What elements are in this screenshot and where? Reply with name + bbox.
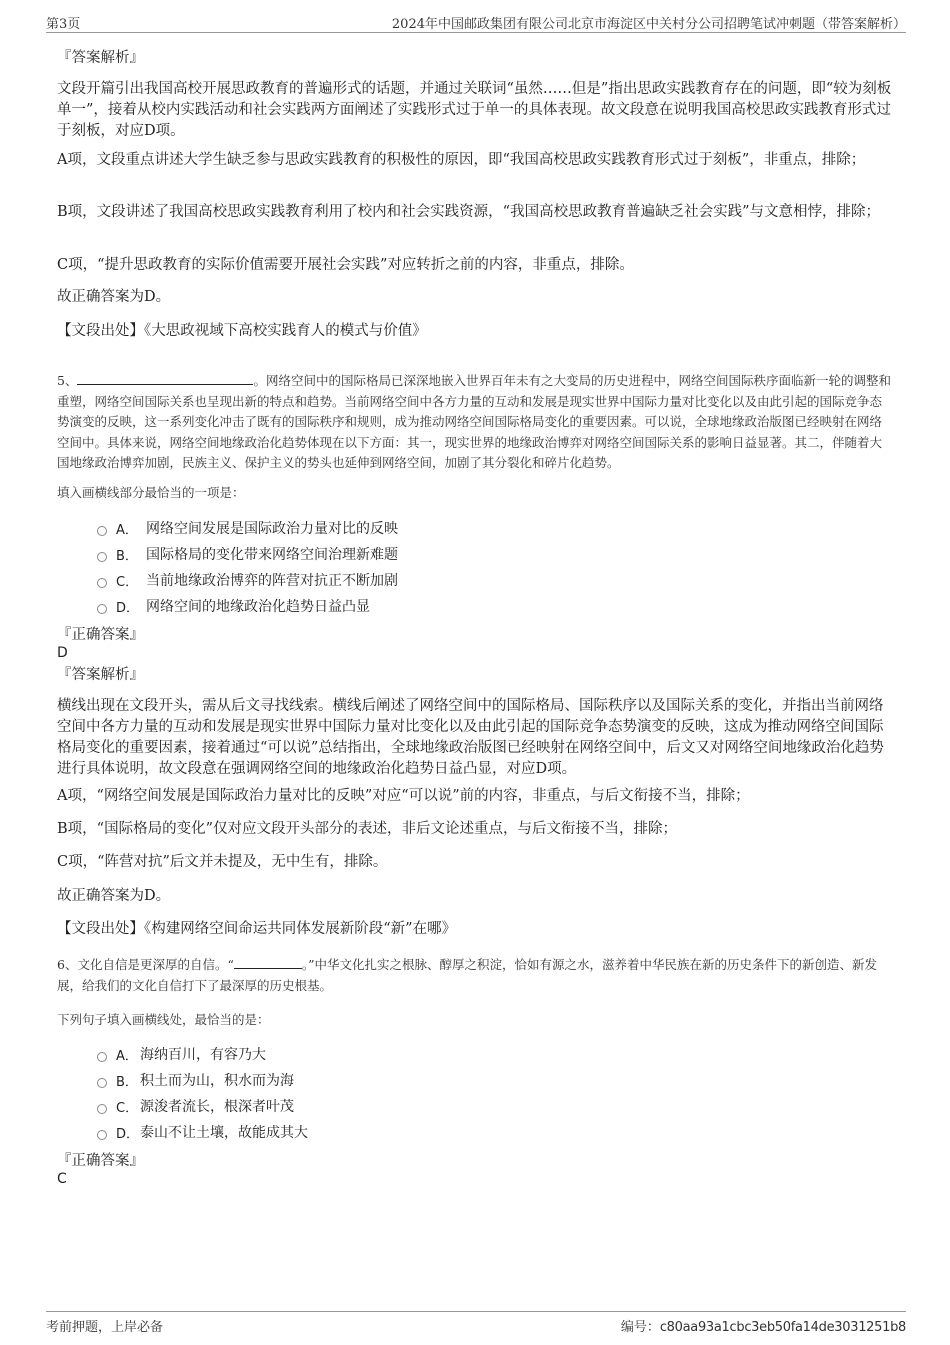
q4-analysis-paragraph: 文段开篇引出我国高校开展思政教育的普遍形式的话题，并通过关联词“虽然……但是”指出思政实践教育存在的问题，即“较为刻板单一”，接着从校内实践活动和社会实践两方面阐述了实践形式过于单一的具体表现。故文段意在说明我国高校思政实践教育形式过于刻板，对应D项。	[57, 81, 892, 139]
q5-blank	[77, 370, 253, 385]
page-footer	[46, 1311, 906, 1334]
radio-icon[interactable]	[97, 1052, 107, 1062]
q6-prompt: 下列句子填入画横线处，最恰当的是：	[57, 1012, 270, 1027]
q6-option-b[interactable]: B． 积土而为山，积水而为海	[97, 1067, 797, 1093]
q5-correct-label: 『正确答案』	[57, 627, 144, 643]
q5-option-d[interactable]: D． 网络空间的地缘政治化趋势日益凸显	[97, 593, 797, 619]
radio-icon[interactable]	[97, 526, 107, 536]
footer-slogan: 考前押题，上岸必备	[46, 1320, 164, 1335]
q6-stem-lead: 6、文化自信是更深厚的自信。“	[57, 957, 234, 972]
q6-stem	[57, 955, 892, 996]
radio-icon[interactable]	[97, 1104, 107, 1114]
radio-icon[interactable]	[97, 1078, 107, 1088]
q5-conclusion: 故正确答案为D。	[57, 888, 171, 904]
q5-prompt: 填入画横线部分最恰当的一项是：	[57, 485, 245, 500]
q4-conclusion: 故正确答案为D。	[57, 289, 171, 305]
q5-option-b[interactable]: B． 国际格局的变化带来网络空间治理新难题	[97, 541, 797, 567]
footer-code-value: c80aa93a1cbc3eb50fa14de3031251b8	[659, 1320, 906, 1335]
q6-option-d[interactable]: D． 泰山不让土壤，故能成其大	[97, 1119, 797, 1145]
q4-analysis-option-c: C项，“提升思政教育的实际价值需要开展社会实践”对应转折之前的内容，非重点，排除。	[57, 257, 634, 273]
q5-option-a[interactable]: A． 网络空间发展是国际政治力量对比的反映	[97, 515, 797, 541]
q5-analysis-option-c: C项，“阵营对抗”后文并未提及，无中生有，排除。	[57, 854, 388, 870]
radio-icon[interactable]	[97, 604, 107, 614]
q5-stem-text: 。网络空间中的国际格局已深深地嵌入世界百年未有之大变局的历史进程中，网络空间国际秩序面临新一轮的调整和重塑，网络空间国际关系也呈现出新的特点和趋势。当前网络空间中各方力量的互动和发展是现实世界中国际力量对比变化以及由此引起的国际竞争态势演变的反映，这一系列变化冲击了既有的国际秩序和规则，成为推动网络空间国际格局变化的重要因素。可以说，全球地缘政治版图已经映射在网络空间中。具体来说，网络空间地缘政治化趋势体现在以下方面：其一，现实世界的地缘政治博弈对网络空间国际关系的影响日益显著。其二，伴随着大国地缘政治博弈加剧，民族主义、保护主义的势头也延伸到网络空间，加剧了其分裂化和碎片化趋势。	[57, 373, 891, 470]
q5-analysis-option-b: B项，“国际格局的变化”仅对应文段开头部分的表述，非后文论述重点，与后文衔接不当，排除；	[57, 821, 677, 837]
radio-icon[interactable]	[97, 1130, 107, 1140]
q6-options	[97, 1041, 797, 1145]
page-number: 第3页	[46, 17, 81, 32]
q6-correct-answer: C	[57, 1171, 67, 1187]
q4-source: 【文段出处】《大思政视域下高校实践育人的模式与价值》	[57, 323, 427, 339]
q5-correct-answer: D	[57, 645, 68, 661]
q6-stem-text: 。”中华文化扎实之根脉、醇厚之积淀，恰如有源之水，滋养着中华民族在新的历史条件下的新创造、新发展，给我们的文化自信打下了最深厚的历史根基。	[57, 957, 878, 993]
page-header	[46, 10, 906, 33]
document-title: 2024年中国邮政集团有限公司北京市海淀区中关村分公司招聘笔试冲刺题（带答案解析）	[391, 17, 906, 32]
q4-analysis-option-a: A项，文段重点讲述大学生缺乏参与思政实践教育的积极性的原因，即“我国高校思政实践教育形式过于刻板”，非重点，排除；	[57, 152, 866, 168]
q5-source: 【文段出处】《构建网络空间命运共同体发展新阶段“新”在哪》	[57, 921, 457, 937]
radio-icon[interactable]	[97, 578, 107, 588]
q6-correct-label: 『正确答案』	[57, 1153, 144, 1169]
q4-analysis-option-b: B项，文段讲述了我国高校思政实践教育利用了校内和社会实践资源，“我国高校思政教育普遍缺乏社会实践”与文意相悖，排除；	[57, 204, 880, 220]
q5-stem	[57, 370, 892, 474]
q5-analysis-paragraph: 横线出现在文段开头，需从后文寻找线索。横线后阐述了网络空间中的国际格局、国际秩序以及国际关系的变化，并指出当前网络空间中各方力量的互动和发展是现实世界中国际力量对比变化以及由此引起的国际竞争态势演变的反映，这成为推动网络空间国际格局变化的重要因素，接着通过“可以说”总结指出，全球地缘政治版图已经映射在网络空间中，后文又对网络空间地缘政治化趋势进行具体说明，故文段意在强调网络空间的地缘政治化趋势日益凸显，对应D项。	[57, 698, 884, 777]
footer-code-label: 编号：	[620, 1320, 660, 1335]
q5-options	[97, 515, 797, 619]
q5-number: 5、	[57, 373, 78, 388]
q5-analysis-option-a: A项，“网络空间发展是国际政治力量对比的反映”对应“可以说”前的内容，非重点，与后文衔接不当，排除；	[57, 788, 750, 804]
q5-option-c[interactable]: C． 当前地缘政治博弈的阵营对抗正不断加剧	[97, 567, 797, 593]
q5-analysis-label: 『答案解析』	[57, 667, 144, 683]
q6-option-a[interactable]: A． 海纳百川，有容乃大	[97, 1041, 797, 1067]
q4-analysis-label: 『答案解析』	[57, 50, 144, 66]
radio-icon[interactable]	[97, 552, 107, 562]
q6-blank	[234, 955, 302, 969]
q6-option-c[interactable]: C． 源浚者流长，根深者叶茂	[97, 1093, 797, 1119]
footer-code	[621, 1316, 906, 1335]
